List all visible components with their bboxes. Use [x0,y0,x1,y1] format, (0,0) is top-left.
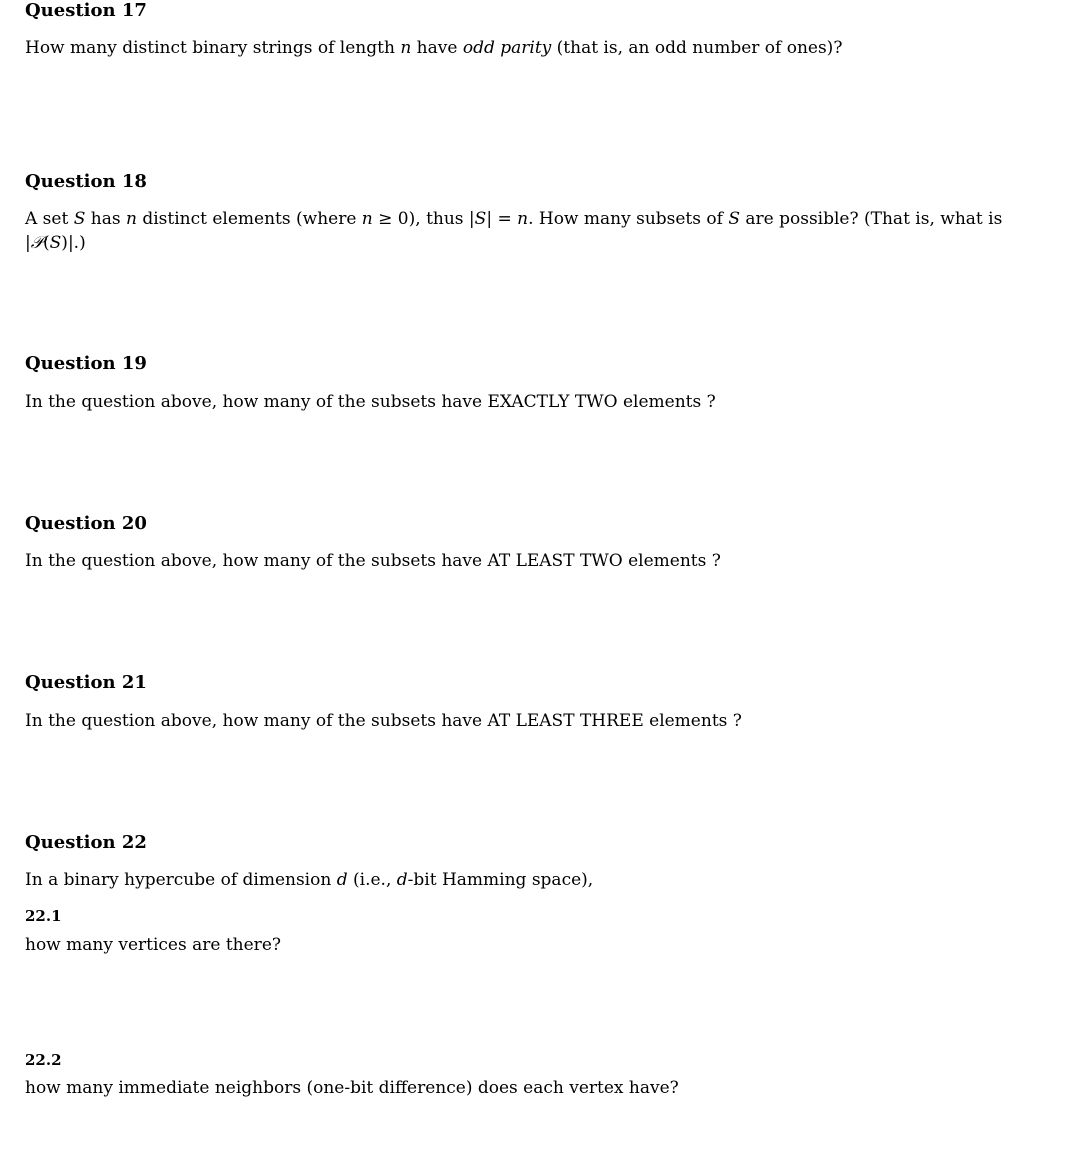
question-20-title: Question 20 [25,513,147,534]
question-21-title: Question 21 [25,672,147,693]
question-20-text: In the question above, how many of the subsets have AT LEAST TWO elements ? [25,551,721,571]
question-22-text: In a binary hypercube of dimension d (i.e., d-bit Hamming space), [25,870,594,890]
question-22-2-text: how many immediate neighbors (one-bit difference) does each vertex have? [25,1078,679,1098]
question-19-text: In the question above, how many of the subsets have EXACTLY TWO elements ? [25,392,716,412]
question-22-1-text: how many vertices are there? [25,935,281,955]
question-17-text: How many distinct binary strings of length n have odd parity (that is, an odd number of ones)? [25,38,843,58]
question-18-text: A set S has n distinct elements (where n ≥ 0), thus |S| = n. How many subsets of S are possible? (That is, what is |𝒫(S)|.) [25,209,1003,253]
question-21-text: In the question above, how many of the subsets have AT LEAST THREE elements ? [25,711,742,731]
question-19-title: Question 19 [25,353,147,374]
question-22-2-label: 22.2 [25,1051,62,1069]
question-22-1-label: 22.1 [25,907,62,925]
question-17-title: Question 17 [25,0,147,21]
question-18-title: Question 18 [25,171,147,192]
question-22-title: Question 22 [25,832,147,853]
